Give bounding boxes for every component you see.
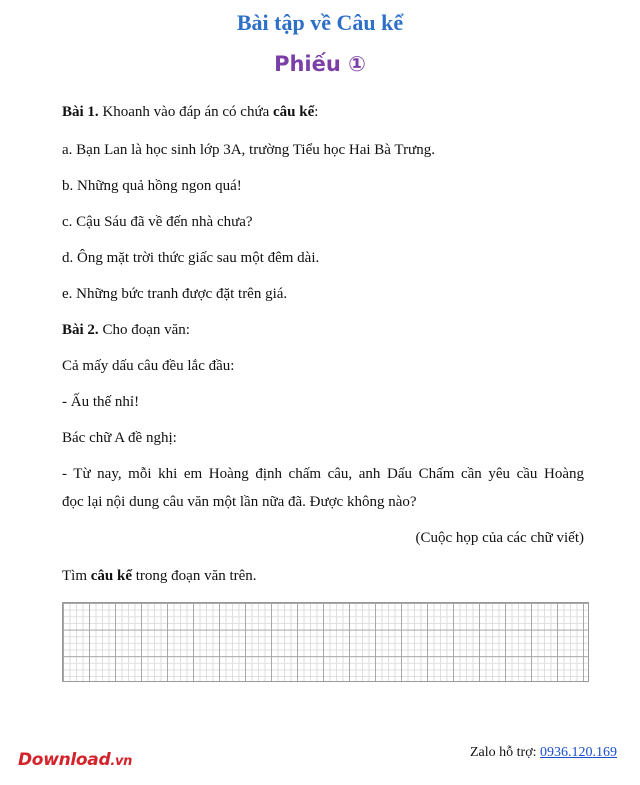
download-vn-logo — [18, 750, 132, 770]
logo-main: Download — [18, 750, 111, 770]
support-phone-link[interactable]: 0936.120.169 — [540, 745, 617, 760]
option-d: d. Ông mặt trời thức giấc sau một đêm dài. — [62, 250, 320, 266]
exercise-2-label: Bài 2. — [62, 322, 99, 338]
passage-line-3: Bác chữ A đề nghị: — [62, 430, 177, 446]
page-title: Bài tập về Câu kể — [236, 10, 404, 35]
passage-line-1: Cả mấy dấu câu đều lắc đầu: — [62, 358, 235, 374]
option-b: b. Những quả hồng ngon quá! — [62, 178, 242, 194]
answer-writing-grid — [62, 602, 589, 682]
exercise-1-prompt — [62, 102, 318, 122]
passage-line-5: đọc lại nội dung câu văn một lần nữa đã. Được không nào? — [62, 494, 417, 510]
passage-line-2: - Ấu thế nhỉ! — [62, 394, 140, 410]
exercise-1-label: Bài 1. — [62, 104, 99, 120]
exercise-1-prompt-text: Khoanh vào đáp án có chứa — [98, 104, 274, 120]
passage-source: (Cuộc họp của các chữ viết) — [415, 530, 584, 546]
exercise-2-task — [62, 566, 257, 586]
exercise-2-task-end: trong đoạn văn trên. — [132, 568, 257, 584]
passage-line-4: - Từ nay, mỗi khi em Hoàng định chấm câu, anh Dấu Chấm cần yêu cầu Hoàng — [62, 466, 584, 482]
option-a: a. Bạn Lan là học sinh lớp 3A, trường Tiểu học Hai Bà Trưng. — [62, 142, 435, 158]
exercise-2-prompt-text: Cho đoạn văn: — [98, 322, 190, 338]
support-label: Zalo hỗ trợ: — [470, 745, 540, 760]
logo-ext: .vn — [110, 754, 133, 769]
exercise-2-task-keyword: câu kể — [90, 568, 132, 584]
option-e: e. Những bức tranh được đặt trên giá. — [62, 286, 288, 302]
exercise-2-task-text: Tìm — [62, 568, 91, 584]
exercise-2-prompt — [62, 320, 190, 340]
exercise-1-prompt-end: : — [314, 104, 319, 120]
worksheet-label: Phiếu ① — [274, 52, 366, 76]
option-c: c. Cậu Sáu đã về đến nhà chưa? — [62, 214, 253, 230]
exercise-1-keyword: câu kể — [273, 104, 315, 120]
zalo-support — [470, 745, 617, 761]
